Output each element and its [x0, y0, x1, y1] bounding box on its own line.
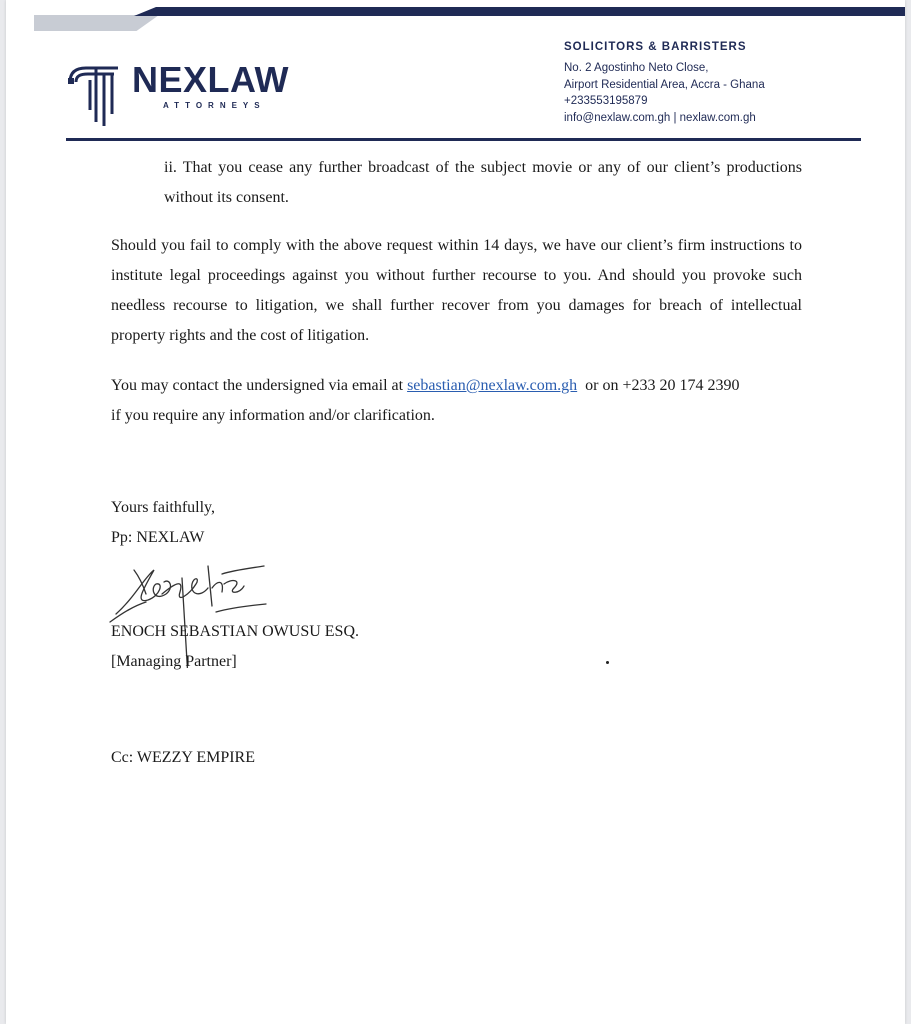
logo-subtitle: ATTORNEYS [163, 101, 266, 110]
signer-title: [Managing Partner] [111, 653, 237, 670]
nexlaw-logo [66, 56, 326, 128]
signer-name: ENOCH SEBASTIAN OWUSU ESQ. [111, 623, 360, 640]
header-accent-grey [34, 15, 159, 31]
firm-type: SOLICITORS & BARRISTERS [564, 41, 747, 53]
letter-page [6, 0, 905, 1024]
stray-dot [606, 661, 609, 664]
email-link[interactable]: sebastian@nexlaw.com.gh [407, 377, 578, 394]
per-procurationem: Pp: NEXLAW [111, 529, 205, 546]
contact-text-before: You may contact the undersigned via email at [111, 377, 408, 394]
contact-line-2: if you require any information and/or clarification. [111, 407, 435, 424]
salutation: Yours faithfully, [111, 499, 216, 516]
contact-line-1 [111, 371, 802, 401]
closing-block [111, 493, 215, 553]
pillar-logo-icon [66, 56, 124, 128]
logo-wordmark: NEXLAW [132, 59, 290, 100]
cc-line: Cc: WEZZY EMPIRE [111, 749, 255, 766]
firm-contact: info@nexlaw.com.gh | nexlaw.com.gh [564, 111, 756, 124]
contact-paragraph [111, 371, 802, 431]
firm-phone: +233553195879 [564, 95, 648, 107]
header-divider [66, 138, 861, 141]
address-line-1: No. 2 Agostinho Neto Close, [564, 62, 709, 74]
contact-text-after: or on +233 20 174 2390 [577, 377, 740, 394]
compliance-paragraph: Should you fail to comply with the above request within 14 days, we have our client’s firm instructions to institute legal proceedings against you without further recourse to you. And should you provoke such needless recourse to litigation, we shall further recover from you damages for breach of intellectual property rights and the cost of litigation. [111, 237, 802, 344]
header-accent-bar [156, 7, 905, 16]
demand-item-ii: ii. That you cease any further broadcast of the subject movie or any of our client’s productions without its consent. [164, 159, 802, 206]
address-line-2: Airport Residential Area, Accra - Ghana [564, 78, 765, 91]
signer-block [111, 617, 359, 677]
firm-contact-block [564, 41, 765, 126]
